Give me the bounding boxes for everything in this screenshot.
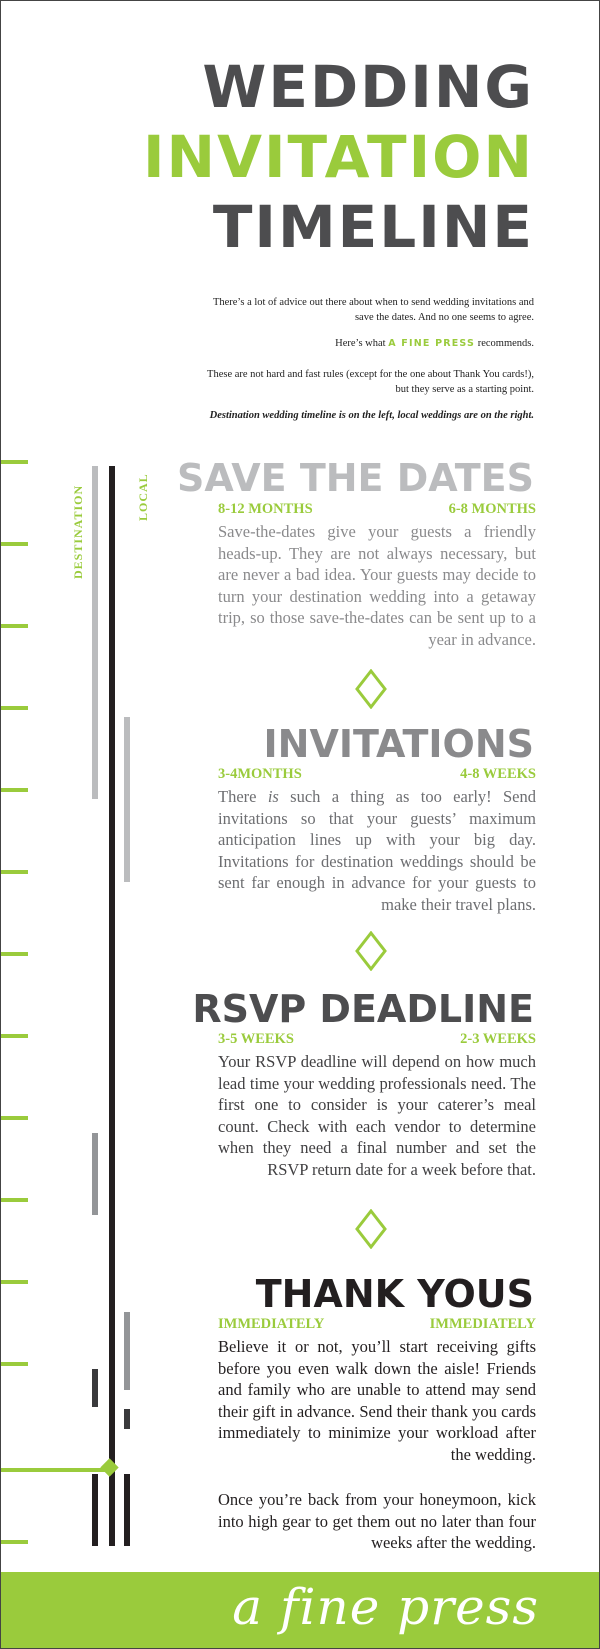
timeline-tick bbox=[1, 706, 28, 710]
destination-thank-you-bar bbox=[92, 1369, 98, 1407]
rsvp-deadline-body: Your RSVP deadline will depend on how much lead time your wedding professionals need. The first one to consider is your caterer’s meal count. Check with each vendor to determine when they need a final number and set the RSVP return date for a week before that. bbox=[218, 1052, 536, 1179]
save-the-dates-body: Save-the-dates give your guests a friendly heads-up. They are not always necessary, but are never a bad idea. Your guests may decide to turn your destination wedding into a getaway trip, so those save-the-dates can be sent up to a year in advance. bbox=[218, 522, 536, 649]
intro-paragraph-2: Here’s what A FINE PRESS recommends. bbox=[335, 338, 534, 349]
footer-band bbox=[1, 1572, 600, 1649]
local-timing: 4-8 WEEKS bbox=[460, 766, 536, 782]
thank-yous-heading: THANK YOUS bbox=[255, 1272, 534, 1316]
timeline-tick bbox=[1, 542, 28, 546]
timeline-tick bbox=[1, 1034, 28, 1038]
timeline-tick bbox=[1, 870, 28, 874]
save-the-dates-heading: SAVE THE DATES bbox=[177, 456, 534, 500]
timeline-tick bbox=[1, 1540, 28, 1544]
brand-logo: a fine press bbox=[232, 1578, 539, 1636]
invitations-body: There is such a thing as too early! Send invitations so that your guests’ maximum anticipation lines up with your big day. Invitations for destination weddings should be sent far enough in advance for your guests to make their travel plans. bbox=[218, 787, 536, 914]
thank-yous-body-2: Once you’re back from your honeymoon, kick into high gear to get them out no later than four weeks after the wedding. bbox=[218, 1490, 536, 1553]
timeline-tick bbox=[1, 1198, 28, 1202]
title-line-1: WEDDING bbox=[202, 53, 534, 121]
title-line-2: INVITATION bbox=[142, 123, 534, 191]
timeline-tick bbox=[1, 460, 28, 464]
local-timing: 2-3 WEEKS bbox=[460, 1031, 536, 1047]
thank-yous-body: Believe it or not, you’ll start receiving gifts before you even walk down the aisle! Friends and family who are unable to attend may send their gift in advance. Send their thank you cards immediately to minimize your workload after the wedding. bbox=[218, 1337, 536, 1464]
local-timing: 6-8 MONTHS bbox=[448, 501, 536, 517]
destination-timing: 3-4MONTHS bbox=[218, 766, 302, 782]
destination-after-bar bbox=[92, 1474, 98, 1546]
destination-timing: IMMEDIATELY bbox=[218, 1316, 325, 1332]
wedding-day-marker bbox=[100, 1458, 118, 1476]
local-invitations-bar bbox=[124, 717, 130, 882]
destination-save-the-dates-bar bbox=[92, 466, 98, 799]
title-line-3: TIMELINE bbox=[212, 193, 534, 261]
local-after-bar bbox=[124, 1474, 130, 1546]
timeline-tick bbox=[1, 1362, 28, 1366]
local-timing: IMMEDIATELY bbox=[429, 1316, 536, 1332]
timeline-tick bbox=[1, 952, 28, 956]
intro-paragraph-4: Destination wedding timeline is on the left, local weddings are on the right. bbox=[209, 410, 534, 421]
destination-timing: 3-5 WEEKS bbox=[218, 1031, 294, 1047]
intro-paragraph-3: These are not hard and fast rules (except for the one about Thank You cards!), but they serve as a starting point. bbox=[207, 369, 534, 395]
destination-label: DESTINATION bbox=[71, 484, 85, 579]
destination-timing: 8-12 MONTHS bbox=[218, 501, 313, 517]
local-label: LOCAL bbox=[136, 473, 150, 521]
local-thank-you-bar bbox=[124, 1312, 130, 1390]
rsvp-deadline-heading: RSVP DEADLINE bbox=[192, 987, 534, 1031]
local-thank-you-bar-2 bbox=[124, 1409, 130, 1429]
intro-paragraph-1: There’s a lot of advice out there about when to send wedding invitations and save the dates. And no one seems to agree. bbox=[212, 297, 534, 323]
divider-diamond-icon bbox=[354, 1209, 388, 1249]
invitations-heading: INVITATIONS bbox=[263, 722, 534, 766]
timeline-main-line bbox=[109, 466, 115, 1546]
divider-diamond-icon bbox=[354, 669, 388, 709]
divider-diamond-icon bbox=[354, 931, 388, 971]
timeline-tick bbox=[1, 1280, 28, 1284]
timeline-tick bbox=[1, 1116, 28, 1120]
brand-inline: A FINE PRESS bbox=[388, 338, 476, 349]
wedding-day-line bbox=[1, 1468, 109, 1472]
timeline-tick bbox=[1, 624, 28, 628]
timeline-tick bbox=[1, 788, 28, 792]
destination-rsvp-bar bbox=[92, 1133, 98, 1215]
